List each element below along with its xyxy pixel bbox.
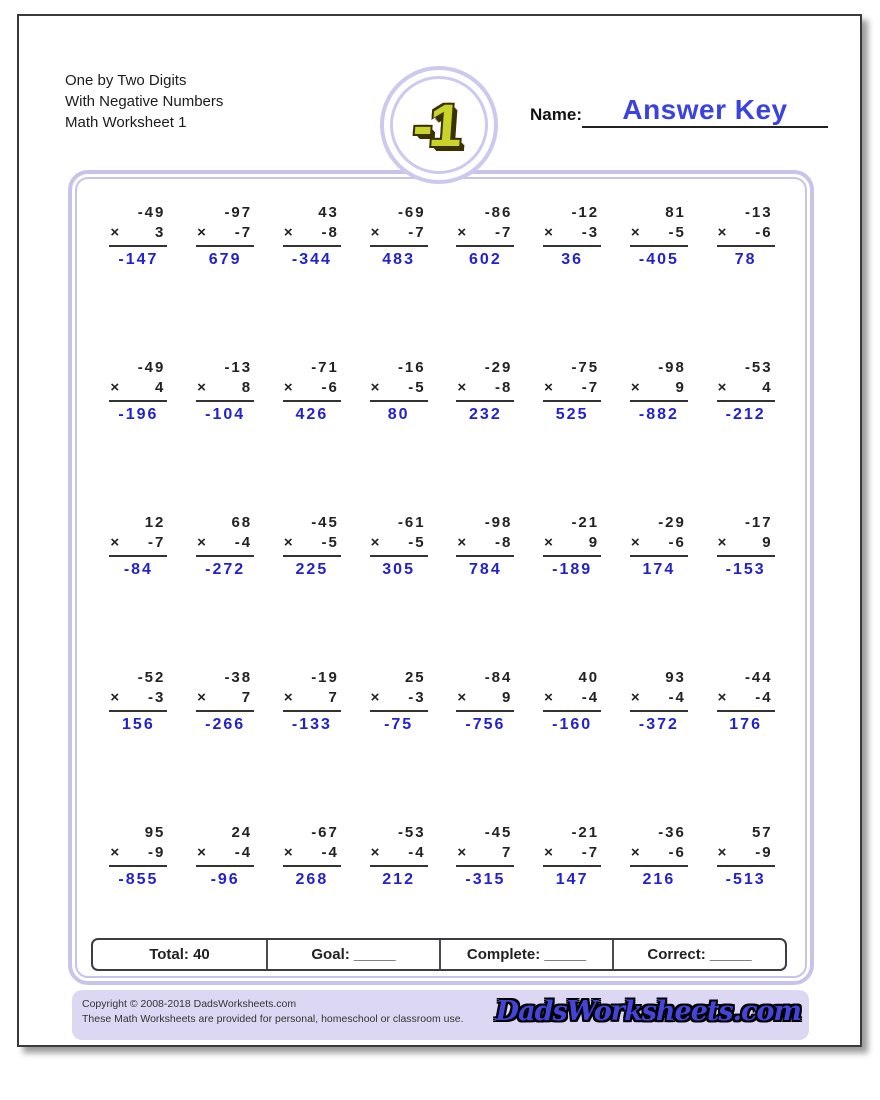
multiply-icon: ×: [717, 224, 729, 241]
multiplicand: -98: [658, 359, 686, 376]
multiplication-problem: [283, 358, 341, 427]
multiplication-problem: [630, 668, 688, 737]
multiplier: -7: [495, 224, 513, 241]
multiply-icon: ×: [717, 689, 729, 706]
name-label: Name:: [530, 105, 582, 124]
product-answer: 602: [469, 251, 502, 268]
multiplication-problem: [370, 513, 428, 582]
product-answer: 225: [295, 561, 329, 578]
multiplicand: -98: [484, 514, 513, 531]
multiplication-problem: [630, 823, 688, 892]
multiplication-problem: [630, 358, 688, 427]
multiplication-problem: [196, 203, 254, 272]
product-answer: -756: [465, 716, 506, 733]
multiply-icon: ×: [110, 689, 122, 706]
multiplier: -4: [408, 844, 426, 861]
product-answer: 679: [208, 251, 242, 268]
multiplicand: -84: [484, 669, 513, 686]
multiplier: -6: [668, 844, 686, 861]
multiplication-problem: [630, 513, 688, 582]
multiplier-row: [109, 533, 167, 557]
multiplier: 4: [762, 379, 773, 396]
copyright-line: Copyright © 2008-2018 DadsWorksheets.com: [82, 998, 297, 1010]
multiplier-row: [109, 688, 167, 712]
product-answer: 78: [734, 251, 757, 268]
multiplicand: 43: [318, 204, 339, 221]
multiplicand: -21: [571, 514, 600, 531]
multiplier: -9: [148, 844, 166, 861]
multiplier: -7: [408, 224, 426, 241]
multiplier-row: [717, 378, 775, 402]
multiplier: 9: [588, 534, 600, 551]
answer-key-text: Answer Key: [622, 94, 788, 125]
multiply-icon: ×: [283, 379, 295, 396]
product-answer: 268: [295, 871, 329, 888]
product-answer: 305: [382, 561, 415, 578]
multiply-icon: ×: [110, 224, 122, 241]
multiplication-problem: [196, 668, 254, 737]
multiplicand: -38: [224, 669, 253, 686]
multiplicand: -45: [484, 824, 513, 841]
product-answer: -96: [210, 871, 240, 888]
multiplier-row: [456, 533, 514, 557]
multiplicand: 57: [751, 824, 773, 841]
multiplication-problem: [370, 823, 428, 892]
multiply-icon: ×: [197, 534, 208, 551]
multiplication-problem: [717, 513, 775, 582]
multiplicand: -21: [571, 824, 600, 841]
multiplicand: -49: [137, 204, 166, 221]
multiplier: -3: [148, 689, 166, 706]
product-answer: 80: [387, 406, 410, 423]
multiply-icon: ×: [544, 844, 555, 861]
multiplier: -7: [234, 224, 253, 241]
multiplicand: -16: [397, 359, 426, 376]
multiplicand: -19: [311, 669, 339, 686]
multiply-icon: ×: [630, 379, 642, 396]
multiplication-problem: [456, 203, 514, 272]
multiplicand: 12: [144, 514, 166, 531]
product-answer: -75: [384, 716, 414, 733]
product-answer: -212: [725, 406, 766, 423]
product-answer: -160: [552, 716, 593, 733]
score-cell[interactable]: Correct: _____: [612, 940, 785, 969]
multiply-icon: ×: [457, 379, 469, 396]
product-answer: 174: [642, 561, 676, 578]
product-answer: 483: [382, 251, 415, 268]
multiplier-row: [630, 688, 688, 712]
negative-one-icon: -1: [410, 91, 462, 159]
multiplier: -4: [668, 689, 686, 706]
multiplier: -5: [321, 534, 339, 551]
multiplier-row: [456, 843, 514, 867]
product-answer: -513: [725, 871, 766, 888]
product-answer: -104: [205, 406, 246, 423]
multiplier: -4: [234, 844, 253, 861]
product-answer: 176: [729, 716, 762, 733]
name-blank-line[interactable]: [582, 94, 828, 128]
multiplication-problem: [370, 358, 428, 427]
multiplier: 7: [502, 844, 513, 861]
multiplier: 8: [241, 379, 253, 396]
multiplicand: -69: [397, 204, 426, 221]
multiply-icon: ×: [197, 224, 208, 241]
product-answer: -372: [638, 716, 679, 733]
multiplication-problem: [456, 358, 514, 427]
product-answer: 216: [642, 871, 676, 888]
multiplication-problem: [283, 668, 341, 737]
multiplier-row: [543, 688, 601, 712]
multiplication-problem: [283, 203, 341, 272]
footer-copyright: [82, 997, 464, 1027]
multiplier-row: [370, 223, 428, 247]
multiplier-row: [370, 378, 428, 402]
multiplier: -4: [581, 689, 600, 706]
multiplier: -8: [495, 534, 513, 551]
multiplicand: -53: [397, 824, 426, 841]
multiplicand: -45: [311, 514, 339, 531]
multiply-icon: ×: [457, 689, 469, 706]
multiply-icon: ×: [370, 379, 382, 396]
multiplier-row: [543, 533, 601, 557]
product-answer: -344: [291, 251, 332, 268]
multiplicand: -12: [571, 204, 600, 221]
multiply-icon: ×: [370, 534, 382, 551]
multiplication-problem: [717, 203, 775, 272]
multiplier-row: [283, 223, 341, 247]
negative-one-badge: [380, 66, 498, 184]
multiplicand: 93: [665, 669, 686, 686]
problems-outer-border: [68, 170, 814, 985]
multiplier-row: [196, 843, 254, 867]
multiplicand: -29: [484, 359, 513, 376]
multiplier-row: [283, 688, 341, 712]
multiplicand: 24: [231, 824, 253, 841]
multiply-icon: ×: [457, 534, 469, 551]
multiplicand: -52: [137, 669, 166, 686]
multiply-icon: ×: [630, 224, 642, 241]
multiplier-row: [109, 378, 167, 402]
multiplicand: 95: [144, 824, 166, 841]
multiplier: 7: [328, 689, 339, 706]
multiplier: -6: [755, 224, 773, 241]
multiplier: -4: [234, 534, 253, 551]
product-answer: -882: [638, 406, 679, 423]
multiplier: -7: [581, 844, 600, 861]
multiplier: 4: [155, 379, 166, 396]
worksheet-title: [65, 70, 223, 133]
score-cell[interactable]: Total: 40: [149, 946, 210, 963]
multiplication-problem: [109, 513, 167, 582]
multiplicand: -75: [571, 359, 600, 376]
multiplication-problem: [196, 823, 254, 892]
multiply-icon: ×: [110, 534, 122, 551]
multiply-icon: ×: [283, 534, 295, 551]
multiplication-problem: [283, 513, 341, 582]
multiplier: 9: [762, 534, 773, 551]
multiplier-row: [196, 378, 254, 402]
multiplier: -8: [321, 224, 339, 241]
score-bar: [91, 938, 787, 971]
multiply-icon: ×: [110, 844, 122, 861]
multiplier-row: [717, 843, 775, 867]
title-line-3: Math Worksheet 1: [65, 114, 187, 131]
product-answer: 525: [555, 406, 589, 423]
multiplier-row: [543, 843, 601, 867]
worksheet-page: [17, 14, 862, 1047]
terms-line: These Math Worksheets are provided for personal, homeschool or classroom use.: [82, 1013, 464, 1025]
multiplicand: -29: [658, 514, 686, 531]
multiplier: -5: [408, 534, 426, 551]
product-answer: 232: [469, 406, 502, 423]
multiplication-problem: [543, 203, 601, 272]
multiplier-row: [630, 533, 688, 557]
product-answer: -133: [291, 716, 332, 733]
multiplier-row: [196, 533, 254, 557]
multiply-icon: ×: [544, 379, 555, 396]
multiply-icon: ×: [457, 844, 469, 861]
name-row: [530, 94, 828, 128]
multiplicand: -53: [744, 359, 773, 376]
badge-inner-ring: [390, 76, 488, 174]
multiplication-problem: [370, 668, 428, 737]
product-answer: -266: [205, 716, 246, 733]
multiplicand: -13: [744, 204, 773, 221]
multiply-icon: ×: [370, 224, 382, 241]
multiplication-problem: [630, 203, 688, 272]
multiplier: -4: [755, 689, 773, 706]
product-answer: -84: [123, 561, 153, 578]
multiply-icon: ×: [717, 844, 729, 861]
score-cell[interactable]: Goal: _____: [266, 940, 439, 969]
multiplication-problem: [196, 358, 254, 427]
multiply-icon: ×: [717, 379, 729, 396]
multiply-icon: ×: [283, 224, 295, 241]
product-answer: -272: [205, 561, 246, 578]
multiplier-row: [630, 843, 688, 867]
multiplier: -3: [408, 689, 426, 706]
multiplicand: -49: [137, 359, 166, 376]
multiplication-problem: [109, 668, 167, 737]
multiplier: -9: [755, 844, 773, 861]
multiply-icon: ×: [630, 844, 642, 861]
multiplication-problem: [717, 358, 775, 427]
multiply-icon: ×: [197, 689, 208, 706]
multiplier-row: [370, 688, 428, 712]
multiply-icon: ×: [544, 534, 555, 551]
multiplier: -6: [668, 534, 686, 551]
multiplication-problem: [717, 668, 775, 737]
title-line-1: One by Two Digits: [65, 72, 187, 89]
product-answer: 36: [561, 251, 584, 268]
multiplier-row: [283, 843, 341, 867]
multiplier-row: [283, 378, 341, 402]
multiplier-row: [630, 378, 688, 402]
multiplier: -7: [148, 534, 166, 551]
multiplication-problem: [456, 513, 514, 582]
product-answer: -405: [638, 251, 679, 268]
multiplicand: -71: [311, 359, 339, 376]
multiplier-row: [370, 533, 428, 557]
multiply-icon: ×: [457, 224, 469, 241]
multiplicand: -36: [658, 824, 686, 841]
product-answer: 156: [122, 716, 155, 733]
multiply-icon: ×: [197, 379, 208, 396]
product-answer: -855: [118, 871, 159, 888]
product-answer: 784: [469, 561, 502, 578]
multiplier: -6: [321, 379, 339, 396]
multiplicand: -13: [224, 359, 253, 376]
multiplier-row: [456, 223, 514, 247]
multiplier-row: [717, 688, 775, 712]
product-answer: -315: [465, 871, 506, 888]
multiplicand: 40: [578, 669, 600, 686]
multiplication-problem: [456, 823, 514, 892]
multiplier: 9: [502, 689, 513, 706]
multiplier-row: [456, 688, 514, 712]
multiplication-problem: [456, 668, 514, 737]
multiplier: -7: [581, 379, 600, 396]
multiply-icon: ×: [110, 379, 122, 396]
product-answer: 426: [295, 406, 329, 423]
product-answer: 212: [382, 871, 415, 888]
multiplication-problem: [109, 203, 167, 272]
product-answer: -189: [552, 561, 593, 578]
multiply-icon: ×: [370, 689, 382, 706]
multiplier-row: [196, 223, 254, 247]
multiplication-problem: [717, 823, 775, 892]
multiplier-row: [283, 533, 341, 557]
multiplier: 3: [155, 224, 166, 241]
multiplier-row: [109, 223, 167, 247]
multiplier-row: [109, 843, 167, 867]
multiplier: 7: [241, 689, 253, 706]
multiplier-row: [543, 223, 601, 247]
multiply-icon: ×: [717, 534, 729, 551]
multiplier-row: [717, 533, 775, 557]
product-answer: -196: [118, 406, 159, 423]
multiplication-problem: [109, 823, 167, 892]
multiply-icon: ×: [283, 844, 295, 861]
multiplicand: -61: [397, 514, 426, 531]
multiplication-problem: [196, 513, 254, 582]
multiply-icon: ×: [283, 689, 295, 706]
multiplicand: 81: [665, 204, 686, 221]
multiplicand: -17: [744, 514, 773, 531]
multiplicand: 68: [231, 514, 253, 531]
multiplication-problem: [543, 513, 601, 582]
multiplicand: -67: [311, 824, 339, 841]
multiplier: -5: [408, 379, 426, 396]
multiplier: -8: [495, 379, 513, 396]
problems-inner-border: [75, 177, 807, 978]
product-answer: -153: [725, 561, 766, 578]
title-line-2: With Negative Numbers: [65, 93, 224, 110]
multiplier: 9: [675, 379, 686, 396]
multiplication-problem: [543, 668, 601, 737]
multiplication-problem: [370, 203, 428, 272]
multiplicand: 25: [404, 669, 426, 686]
multiplier-row: [456, 378, 514, 402]
multiplier-row: [717, 223, 775, 247]
problems-grid: [77, 179, 805, 892]
multiply-icon: ×: [630, 534, 642, 551]
multiplication-problem: [283, 823, 341, 892]
multiplier-row: [543, 378, 601, 402]
multiplication-problem: [543, 358, 601, 427]
multiplicand: -44: [744, 669, 773, 686]
multiplier-row: [196, 688, 254, 712]
product-answer: 147: [555, 871, 589, 888]
footer-bar: [72, 990, 809, 1040]
multiplier-row: [370, 843, 428, 867]
multiplication-problem: [543, 823, 601, 892]
multiply-icon: ×: [630, 689, 642, 706]
multiply-icon: ×: [370, 844, 382, 861]
dadsworksheets-logo: DadsWorksheets.com: [495, 996, 801, 1027]
multiplier-row: [630, 223, 688, 247]
score-cell[interactable]: Complete: _____: [439, 940, 612, 969]
multiplier: -3: [581, 224, 600, 241]
multiplier: -5: [668, 224, 686, 241]
multiplicand: -86: [484, 204, 513, 221]
multiply-icon: ×: [197, 844, 208, 861]
multiplication-problem: [109, 358, 167, 427]
multiplier: -4: [321, 844, 339, 861]
multiply-icon: ×: [544, 224, 555, 241]
multiplicand: -97: [224, 204, 253, 221]
product-answer: -147: [118, 251, 159, 268]
multiply-icon: ×: [544, 689, 555, 706]
